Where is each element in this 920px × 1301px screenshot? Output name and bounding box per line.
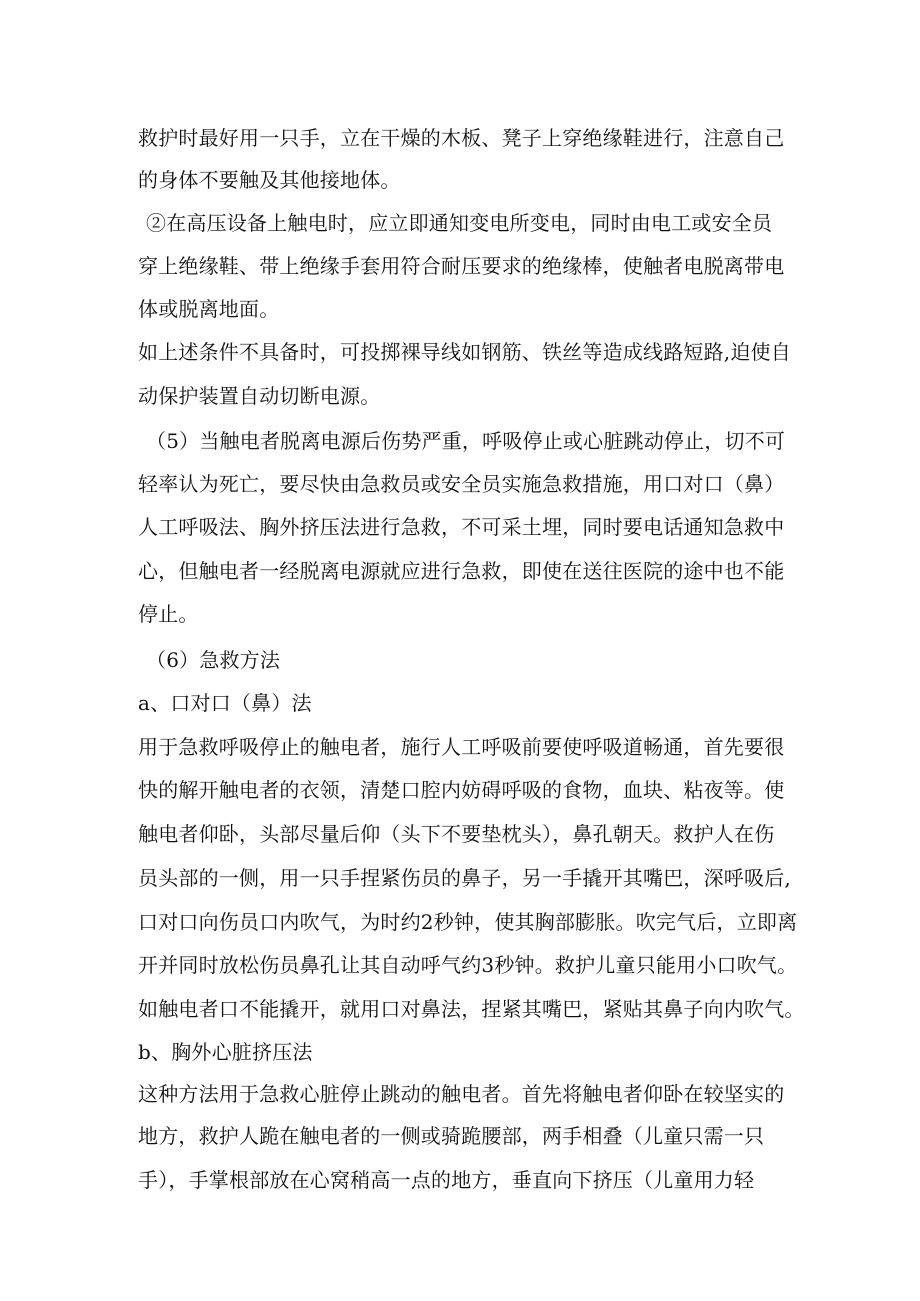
text-line: （5）当触电者脱离电源后伤势严重，呼吸停止或心脏跳动停止，切不可 [146, 429, 786, 453]
text-line: 手），手掌根部放在心窝稍高一点的地方，垂直向下挤压（儿童用力轻 [138, 1168, 755, 1192]
text-line: 人工呼吸法、胸外挤压法进行急救，不可采土埋，同时要电话通知急救中 [138, 515, 785, 539]
text-line: 停止。 [138, 602, 199, 626]
text-line: 体或脱离地面。 [138, 297, 280, 321]
text-line: 的身体不要触及其他接地体。 [138, 168, 401, 192]
subsection-heading: a、口对口（鼻）法 [138, 691, 312, 715]
text-line: 用于急救呼吸停止的触电者，施行人工呼吸前要使呼吸道畅通，首先要很 [138, 735, 785, 759]
text-line: 如上述条件不具备时，可投掷裸导线如钢筋、铁丝等造成线路短路,迫使自 [138, 340, 791, 364]
text-line: 触电者仰卧，头部尽量后仰（头下不要垫枕头），鼻孔朝天。救护人在伤 [138, 822, 775, 846]
text-line: 员头部的一侧，用一只手捏紧伤员的鼻子，另一手撬开其嘴巴，深呼吸后, [138, 866, 791, 890]
text-line: 穿上绝缘鞋、带上绝缘手套用符合耐压要求的绝缘棒，使触者电脱离带电 [138, 254, 785, 278]
text-line: 动保护装置自动切断电源。 [138, 384, 381, 408]
subsection-heading: b、胸外心脏挤压法 [138, 1040, 313, 1064]
text-line: 口对口向伤员口内吹气，为时约2秒钟，使其胸部膨胀。吹完气后，立即离 [138, 910, 798, 934]
text-line: 救护时最好用一只手，立在干燥的木板、凳子上穿绝缘鞋进行，注意自己 [138, 126, 785, 150]
text-line: 地方，救护人跪在触电者的一侧或骑跪腰部，两手相叠（儿童只需一只 [138, 1124, 765, 1148]
text-line: 心，但触电者一经脱离电源就应进行急救，即使在送往医院的途中也不能 [138, 559, 785, 583]
text-line: 如触电者口不能撬开，就用口对鼻法，捏紧其嘴巴，紧贴其鼻子向内吹气。 [138, 997, 805, 1021]
section-heading: （6）急救方法 [146, 648, 281, 672]
text-line: 快的解开触电者的衣领，清楚口腔内妨碍呼吸的食物，血块、粘夜等。使 [138, 778, 785, 802]
text-line: ②在高压设备上触电时，应立即通知变电所变电，同时由电工或安全员 [146, 211, 773, 235]
text-line: 这种方法用于急救心脏停止跳动的触电者。首先将触电者仰卧在较坚实的 [138, 1082, 785, 1106]
text-line: 轻率认为死亡，要尽快由急救员或安全员实施急救措施，用口对口（鼻） [138, 472, 785, 496]
text-line: 开并同时放松伤员鼻孔让其自动呼气约3秒钟。救护儿童只能用小口吹气。 [138, 953, 798, 977]
